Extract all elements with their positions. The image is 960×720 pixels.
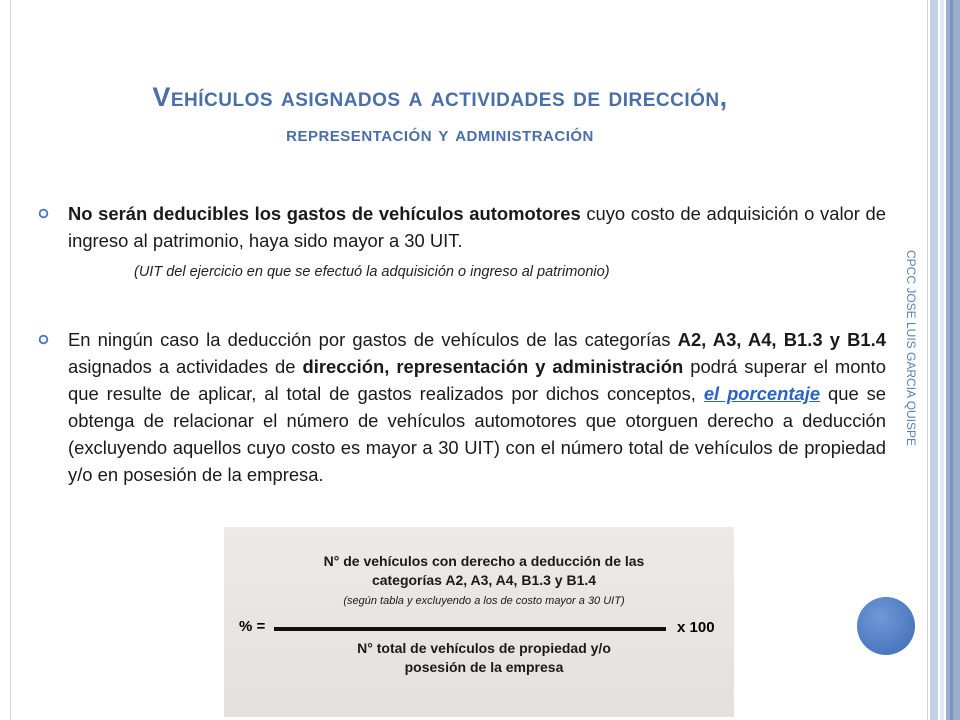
fraction-bar: [274, 627, 666, 631]
decor-circle: [857, 597, 915, 655]
multiplier-label: x 100: [677, 619, 715, 636]
porcentaje-link[interactable]: el porcentaje: [703, 383, 821, 404]
bullet-1-bold: No serán deducibles los gastos de vehículos automotores: [68, 203, 581, 224]
decor-band: [946, 0, 960, 720]
bullet-2: [38, 326, 886, 488]
author-vertical-text: CPCC JOSE LUIS GARCIA QUISPE: [904, 250, 918, 447]
bullet-1-text: [68, 200, 886, 254]
bullet-ring-icon: [38, 208, 49, 219]
numerator-note: (según tabla y excluyendo a los de costo mayor a 30 UIT): [343, 595, 625, 607]
bullet-2-text: [68, 326, 886, 488]
bullet-2-part: que se obtenga de relacionar el número de vehículos automotores que otorguen derecho a deducción (excluyendo aquellos cuyo costo es mayor a 30 UIT) con el número total de vehículos de propiedad y/o en posesión de la empresa.: [68, 383, 887, 485]
numerator-line-2: categorías A2, A3, A4, B1.3 y B1.4: [371, 572, 597, 588]
bullet-2-part: podrá superar el monto que resulte de aplicar, al total de gastos realizados por dichos conceptos,: [68, 356, 887, 404]
formula-image: [224, 527, 734, 717]
formula-denominator: [284, 639, 684, 677]
denominator-line-1: N° total de vehículos de propiedad y/o: [357, 640, 611, 656]
decor-band: [940, 0, 944, 720]
formula-numerator: [284, 552, 684, 611]
numerator-line-1: N° de vehículos con derecho a deducción de las: [323, 553, 645, 569]
bullet-2-part: En ningún caso la deducción por gastos de vehículos de las categorías: [68, 329, 678, 350]
decor-band: [930, 0, 938, 720]
decor-band: [950, 0, 953, 720]
percent-label: % =: [239, 618, 266, 635]
bullet-1: [38, 200, 886, 254]
slide-title: [60, 80, 820, 152]
bullet-2-categories: A2, A3, A4, B1.3 y B1.4: [677, 329, 886, 350]
title-line-1: Vehículos asignados a actividades de dirección,: [152, 82, 728, 112]
uit-note: (UIT del ejercicio en que se efectuó la adquisición o ingreso al patrimonio): [134, 264, 610, 280]
title-line-2: representación y administración: [286, 123, 594, 146]
bullet-2-part: asignados a actividades de: [68, 356, 303, 377]
bullet-ring-icon: [38, 334, 49, 345]
bullet-2-activities: dirección, representación y administración: [302, 356, 684, 377]
bullet-1-rest: cuyo costo de adquisición o valor de ingreso al patrimonio, haya sido mayor a 30 UIT.: [68, 203, 886, 251]
denominator-line-2: posesión de la empresa: [404, 659, 564, 675]
